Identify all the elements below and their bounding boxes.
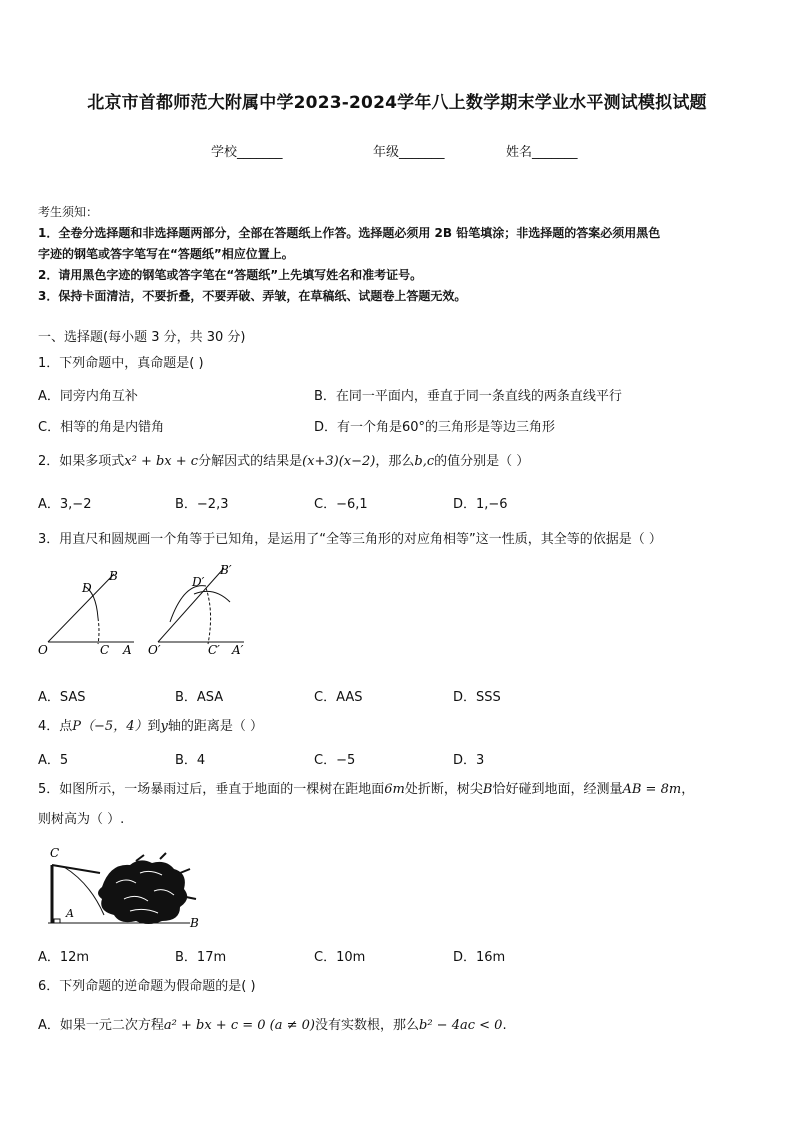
q5-option-c[interactable]	[314, 946, 365, 965]
notice-item-1-cont: 字迹的钢笔或答字笔写在“答题纸”相应位置上。	[38, 247, 294, 261]
notice-heading: 考生须知：	[38, 205, 99, 219]
q5-text-d: ，	[681, 782, 695, 797]
q6-a-suffix: .	[502, 1018, 507, 1033]
tree-broken-part	[52, 865, 100, 873]
name-field[interactable]: 姓名_______	[506, 145, 578, 160]
label-C1: C′	[208, 643, 220, 657]
arc-right-small	[194, 591, 230, 602]
q4-point: P（−5，4）	[72, 719, 148, 734]
label-A: A	[66, 907, 74, 920]
q4-option-c[interactable]: C．−5	[314, 753, 356, 768]
q5-option-d-text: D．16m	[453, 950, 506, 965]
school-field[interactable]: 学校_______	[211, 145, 283, 160]
q5-measure: AB = 8m	[622, 782, 682, 797]
q3-stem: 3．用直尺和圆规画一个角等于已知角，是运用了“全等三角形的对应角相等”这一性质，其全等的依据是（ ）	[38, 532, 662, 547]
q5-point-b: B	[482, 782, 493, 797]
q2-option-b[interactable]: B．−2,3	[175, 497, 229, 512]
q5-option-c-text: C．10m	[314, 950, 366, 965]
label-O: O	[38, 643, 48, 657]
q5-figure	[40, 843, 210, 933]
exam-title: 北京市首都师范大附属中学2023-2024学年八上数学期末学业水平测试模拟试题	[87, 93, 707, 113]
q5-stem-line1	[38, 781, 694, 799]
q2-stem	[38, 453, 529, 471]
q4-stem-suffix: 轴的距离是（ ）	[167, 719, 263, 734]
q6-a-prefix: A．如果一元二次方程	[38, 1018, 164, 1033]
label-B: B	[109, 569, 118, 583]
q4-option-a[interactable]: A．5	[38, 753, 69, 768]
arc-right-dashed	[206, 588, 211, 644]
notice-item-1: 1．全卷分选择题和非选择题两部分，全部在答题纸上作答。选择题必须用 2B 铅笔填涂；非选择题的答案必须用黑色	[38, 226, 661, 240]
label-C: C	[100, 643, 110, 657]
q5-option-a-text: A．12m	[38, 950, 90, 965]
q3-option-b[interactable]: B．ASA	[175, 690, 224, 705]
q3-option-d[interactable]: D．SSS	[453, 690, 501, 705]
arc-right-big	[170, 586, 206, 622]
q2-polynomial: x² + bx + c	[124, 454, 199, 469]
q6-a-mid: 没有实数根，那么	[315, 1018, 420, 1033]
q2-stem-prefix: 2．如果多项式	[38, 454, 125, 469]
q4-option-b[interactable]: B．4	[175, 753, 206, 768]
section-heading: 一、选择题(每小题 3 分，共 30 分)	[38, 330, 246, 345]
ground-mark	[54, 919, 60, 923]
q6-stem: 6．下列命题的逆命题为假命题的是( )	[38, 979, 256, 994]
q5-text-b: 处折断，树尖	[404, 782, 483, 797]
q5-option-a[interactable]	[38, 946, 89, 965]
q2-stem-mid: 分解因式的结果是	[198, 454, 303, 469]
q2-stem-suffix: 的值分别是（ ）	[434, 454, 530, 469]
ray-O1B1	[158, 568, 224, 642]
grade-field[interactable]: 年级_______	[373, 145, 445, 160]
q5-text-a: 5．如图所示，一场暴雨过后，垂直于地面的一棵树在距地面	[38, 782, 385, 797]
label-D: D	[82, 581, 92, 595]
q2-option-c[interactable]: C．−6,1	[314, 497, 368, 512]
q2-stem-mid2: ，那么	[375, 454, 415, 469]
q5-option-b[interactable]	[175, 946, 226, 965]
q2-option-d[interactable]: D．1,−6	[453, 497, 508, 512]
q1-option-d[interactable]: D．有一个角是60°的三角形是等边三角形	[314, 420, 556, 435]
q5-distance: 6m	[384, 782, 405, 797]
notice-item-2: 2．请用黑色字迹的钢笔或答字笔在“答题纸”上先填写姓名和准考证号。	[38, 268, 423, 282]
q5-text-c: 恰好碰到地面，经测量	[492, 782, 623, 797]
q4-axis: y	[160, 719, 168, 734]
q2-vars: b,c	[414, 454, 435, 469]
notice-item-3: 3．保持卡面清洁，不要折叠，不要弄破、弄皱，在草稿纸、试题卷上答题无效。	[38, 289, 467, 303]
tree-crown-icon	[98, 853, 196, 924]
arc-left-dashed	[98, 618, 99, 644]
label-C: C	[50, 846, 60, 860]
label-D1: D′	[192, 575, 205, 589]
q3-figure-right	[148, 563, 244, 657]
q4-stem	[38, 718, 263, 736]
q3-option-a[interactable]: A．SAS	[38, 690, 86, 705]
q2-option-a[interactable]: A．3,−2	[38, 497, 92, 512]
q1-option-b[interactable]: B．在同一平面内，垂直于同一条直线的两条直线平行	[314, 389, 622, 404]
q1-stem: 1．下列命题中，真命题是( )	[38, 356, 204, 371]
q5-stem-line2: 则树高为（ ）.	[38, 812, 125, 827]
label-A1: A′	[232, 643, 244, 657]
q1-option-a[interactable]: A．同旁内角互补	[38, 389, 138, 404]
q6-option-a[interactable]	[38, 1014, 507, 1033]
q2-factored: (x+3)(x−2)	[302, 454, 376, 469]
q4-stem-mid: 到	[147, 719, 161, 734]
q6-a-inequality: b² − 4ac < 0	[419, 1018, 503, 1033]
student-info-row	[0, 141, 794, 161]
q6-a-equation: a² + bx + c = 0 (a ≠ 0)	[163, 1018, 315, 1033]
q5-option-d[interactable]	[453, 946, 505, 965]
q3-figure	[34, 562, 274, 662]
label-A: A	[123, 643, 132, 657]
label-B: B	[190, 916, 199, 930]
q3-option-c[interactable]: C．AAS	[314, 690, 363, 705]
ray-OB	[48, 574, 114, 642]
q3-figure-left	[38, 569, 134, 657]
q5-option-b-text: B．17m	[175, 950, 227, 965]
q1-option-c[interactable]: C．相等的角是内错角	[38, 420, 165, 435]
q4-option-d[interactable]: D．3	[453, 753, 485, 768]
q4-stem-prefix: 4．点	[38, 719, 73, 734]
label-B1: B′	[220, 563, 232, 577]
label-O1: O′	[148, 643, 161, 657]
